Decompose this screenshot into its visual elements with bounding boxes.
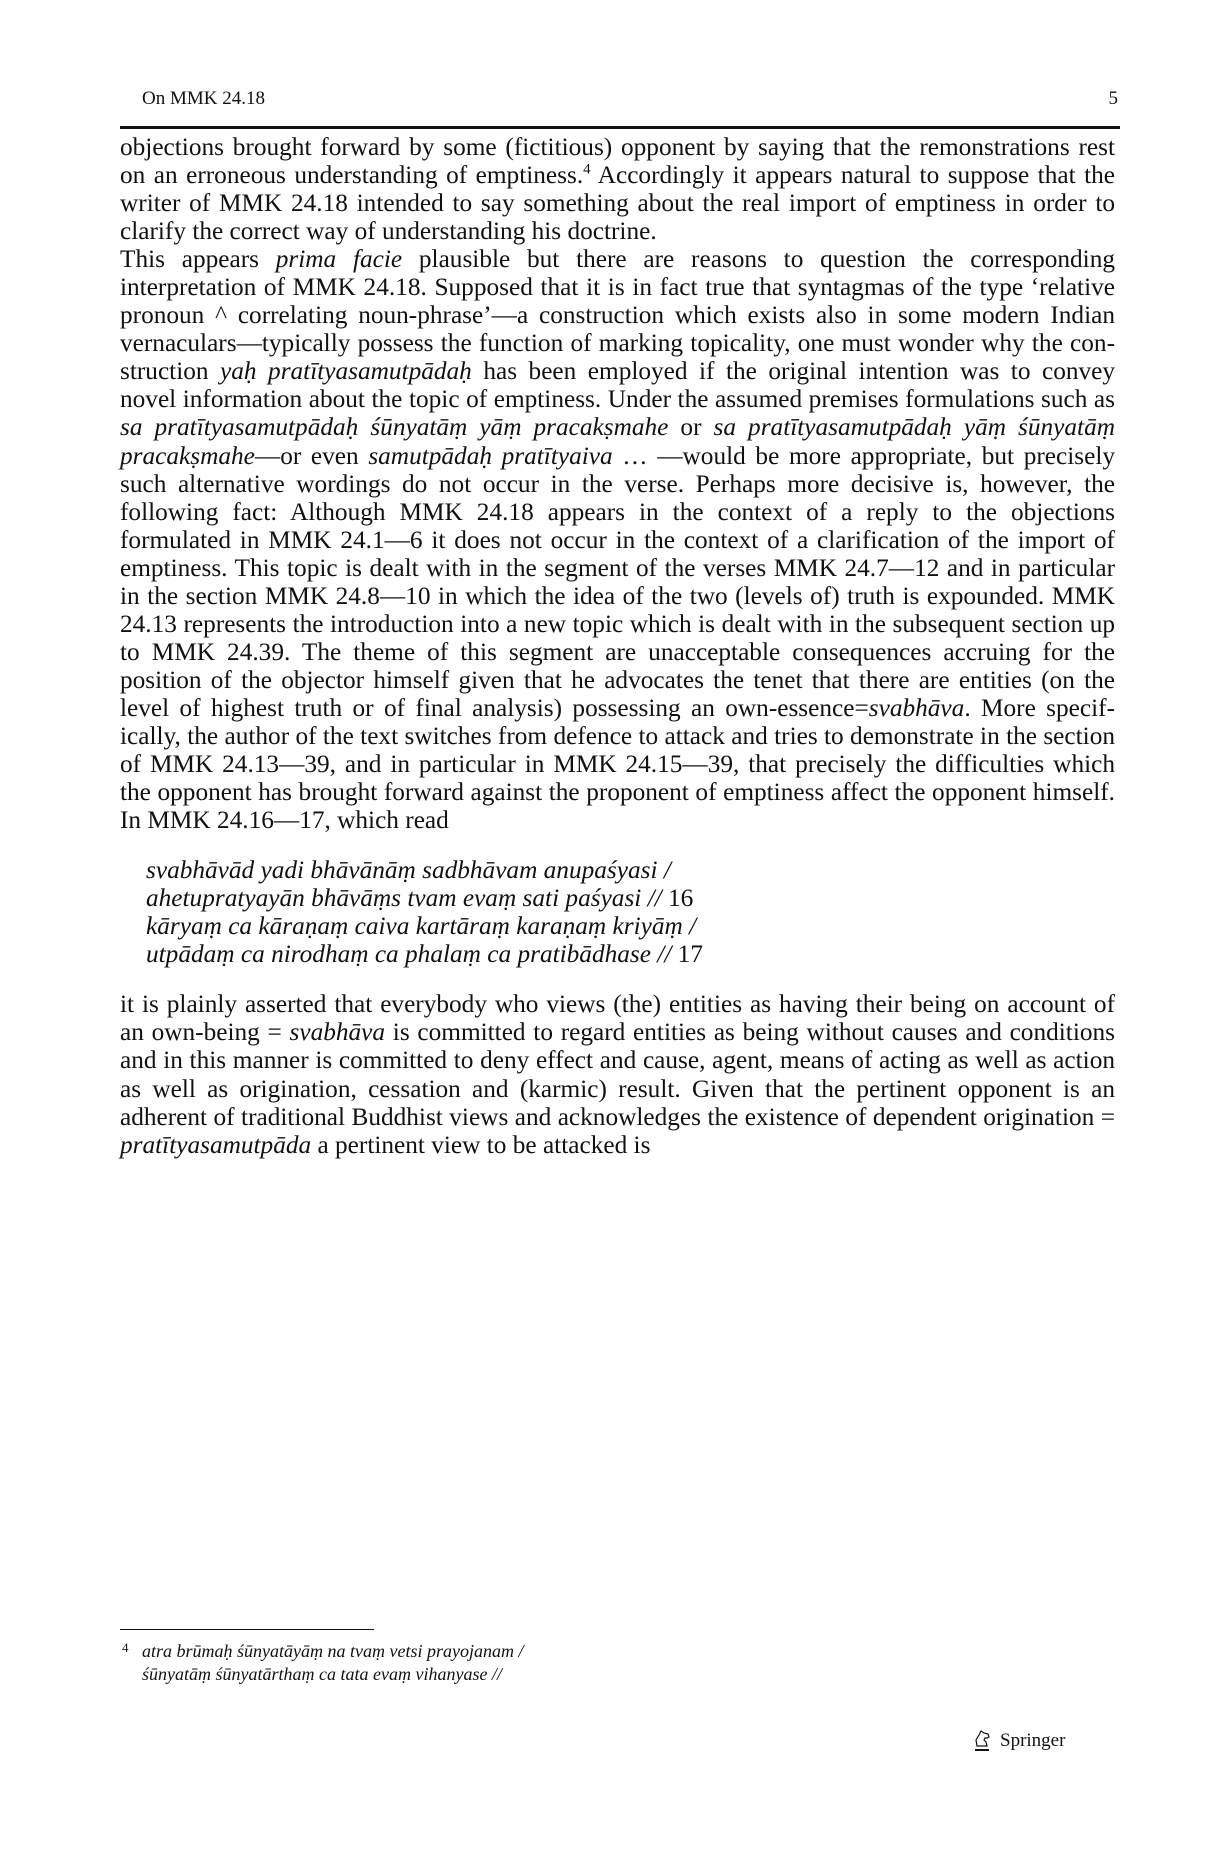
- page-header: [120, 80, 1120, 110]
- paragraph-1: objections brought forward by some (fictitious) opponent by saying that the remonstrations rest on an erroneous understanding of emptiness.$^4$ Accordingly it appears natural to suppose that the writer of MMK 24.18 intended to say something about the real import of emptiness in order to clarify the correct way of understanding his doctrine.: [120, 133, 1115, 246]
- verse-line: utpādaṃ ca nirodhaṃ ca phalaṃ ca pratibādhase // 17: [146, 940, 703, 969]
- footnote-mark: 4: [122, 1640, 129, 1655]
- verse-line: kāryaṃ ca kāraṇaṃ caiva kartāraṃ karaṇaṃ kriyāṃ /: [146, 912, 697, 941]
- page-number: 5: [1108, 88, 1118, 109]
- header-rule: [120, 126, 1120, 129]
- footnote-ref-4[interactable]: 4: [583, 161, 591, 178]
- body-text: [120, 133, 1115, 1159]
- verse-quote: [146, 856, 1115, 968]
- publisher-name: Springer: [1000, 1730, 1066, 1751]
- footnote-rule: [120, 1629, 374, 1630]
- springer-knight-icon: [972, 1729, 992, 1753]
- running-title: On MMK 24.18: [142, 88, 265, 109]
- paragraph-2: This appears prima facie plausible but there are reasons to question the corresponding interpretation of MMK 24.18. Supposed that it is in fact true that syntagmas of the type ‘relative pronoun ^ correlating noun-phrase’—a construction which exists also in some modern Indian vernaculars—typically possess the function of marking topicality, one must wonder why the construction yaḥ pratītyasamutpādaḥ has been employed if the original intention was to convey novel information about the topic of emptiness. Under the assumed premises formulations such as sa pratītyasamutpādaḥ śūnyatāṃ yāṃ pracakṣmahe or sa pratītyasamutpādaḥ yāṃ śūnyatāṃ pracakṣmahe—or even samutpādaḥ pratītyaiva … —would be more appropriate, but precisely such alternative wordings do not occur in the verse. Perhaps more decisive is, however, the following fact: Although MMK 24.18 appears in the context of a reply to the objections formulated in MMK 24.1—6 it does not occur in the context of a clarification of the import of emptiness. This topic is dealt with in the segment of the verses MMK 24.7—12 and in particular in the section MMK 24.8—10 in which the idea of the two (levels of) truth is expounded. MMK 24.13 represents the introduction into a new topic which is dealt with in the subsequent section up to MMK 24.39. The theme of this segment are unacceptable consequences accruing for the position of the objector himself given that he advocates the tenet that there are entities (on the level of highest truth or of final analysis) possessing an own-essence=svabhāva. More specifically, the author of the text switches from defence to attack and tries to demonstrate in the section of MMK 24.13—39, and in particular in MMK 24.15—39, that precisely the difficulties which the opponent has brought forward against the proponent of emptiness affect the opponent himself. In MMK 24.16—17, which read: [120, 245, 1116, 835]
- publisher-logo: [972, 1726, 1065, 1756]
- footnote-line: atra brūmaḥ śūnyatāyāṃ na tvaṃ vetsi prayojanam /: [142, 1641, 524, 1661]
- footnote-line: śūnyatāṃ śūnyatārthaṃ ca tata evaṃ vihanyase //: [142, 1664, 502, 1684]
- verse-line: ahetupratyayān bhāvāṃs tvam evaṃ sati paśyasi // 16: [146, 884, 694, 913]
- paragraph-3: it is plainly asserted that everybody who views (the) entities as having their being on account of an own-being = svabhāva is committed to regard entities as being without causes and conditions and in this manner is committed to deny effect and cause, agent, means of acting as well as action as well as origination, cessation and (karmic) result. Given that the pertinent opponent is an adherent of traditional Buddhist views and acknowledges the existence of dependent origination = pratītyasamutpāda a pertinent view to be attacked is: [120, 990, 1115, 1159]
- verse-line: svabhāvād yadi bhāvānāṃ sadbhāvam anupaśyasi /: [146, 856, 671, 885]
- footnote-4: [120, 1640, 820, 1686]
